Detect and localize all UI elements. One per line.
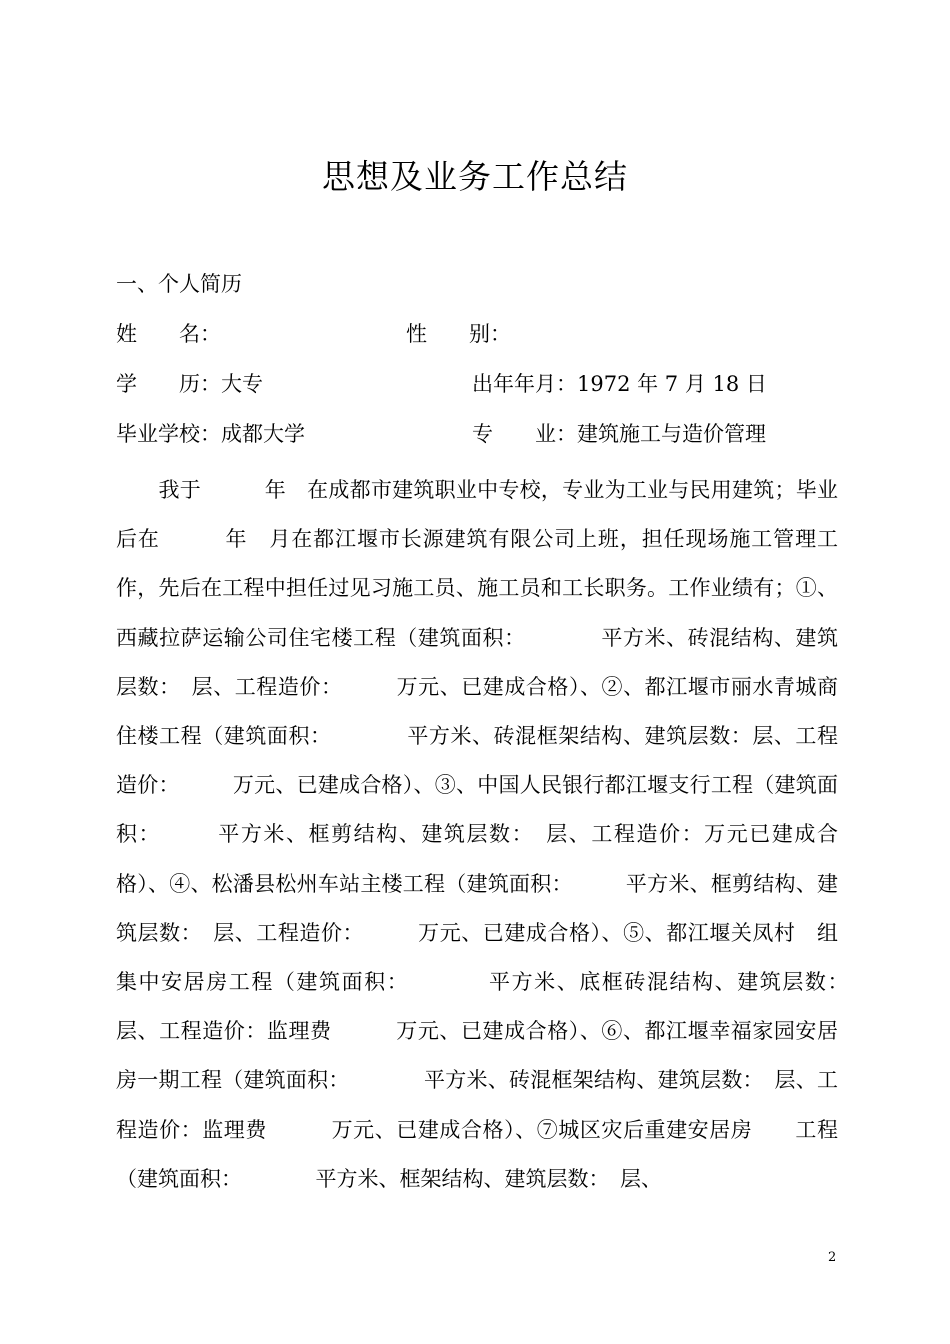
name-field: 姓 名： — [116, 322, 221, 346]
education-field: 学 历：大专 — [116, 372, 263, 396]
gender-field: 性 别： — [406, 322, 511, 346]
page-title: 思想及业务工作总结 — [322, 157, 628, 196]
major-field: 专 业：建筑施工与造价管理 — [472, 422, 766, 446]
info-row-school-major — [116, 418, 846, 450]
school-field: 毕业学校：成都大学 — [116, 422, 305, 446]
info-row-name-gender — [116, 318, 846, 350]
info-row-education-birth — [116, 368, 846, 400]
page-number: 2 — [828, 1250, 837, 1265]
birth-date-field: 出年年月：1972 年 7 月 18 日 — [472, 372, 767, 396]
body-paragraph: 我于 年 在成都市建筑职业中专校，专业为工业与民用建筑；毕业后在 年 月在都江堰市长源建筑有限公司上班，担任现场施工管理工作，先后在工程中担任过见习施工员、施工员和工长职务。工作业绩有；①、西藏拉萨运输公司住宅楼工程（建筑面积： 平方米、砖混结构、建筑层数： 层、工程造价： 万元、已建成合格）、②、都江堰市丽水青城商住楼工程（建筑面积： 平方米、砖混框架结构、建筑层数：层、工程造价： 万元、已建成合格）、③、中国人民银行都江堰支行工程（建筑面积： 平方米、框剪结构、建筑层数： 层、工程造价：万元已建成合格）、④、松潘县松州车站主楼工程（建筑面积： 平方米、框剪结构、建筑层数： 层、工程造价： 万元、已建成合格）、⑤、都江堰关凤村 组集中安居房工程（建筑面积： 平方米、底框砖混结构、建筑层数： 层、工程造价：监理费 万元、已建成合格）、⑥、都江堰幸福家园安居房一期工程（建筑面积： 平方米、砖混框架结构、建筑层数： 层、工程造价：监理费 万元、已建成合格）、⑦城区灾后重建安居房 工程（建筑面积： 平方米、框架结构、建筑层数： 层、 — [116, 478, 859, 1191]
section-heading: 一、个人简历 — [116, 272, 242, 296]
